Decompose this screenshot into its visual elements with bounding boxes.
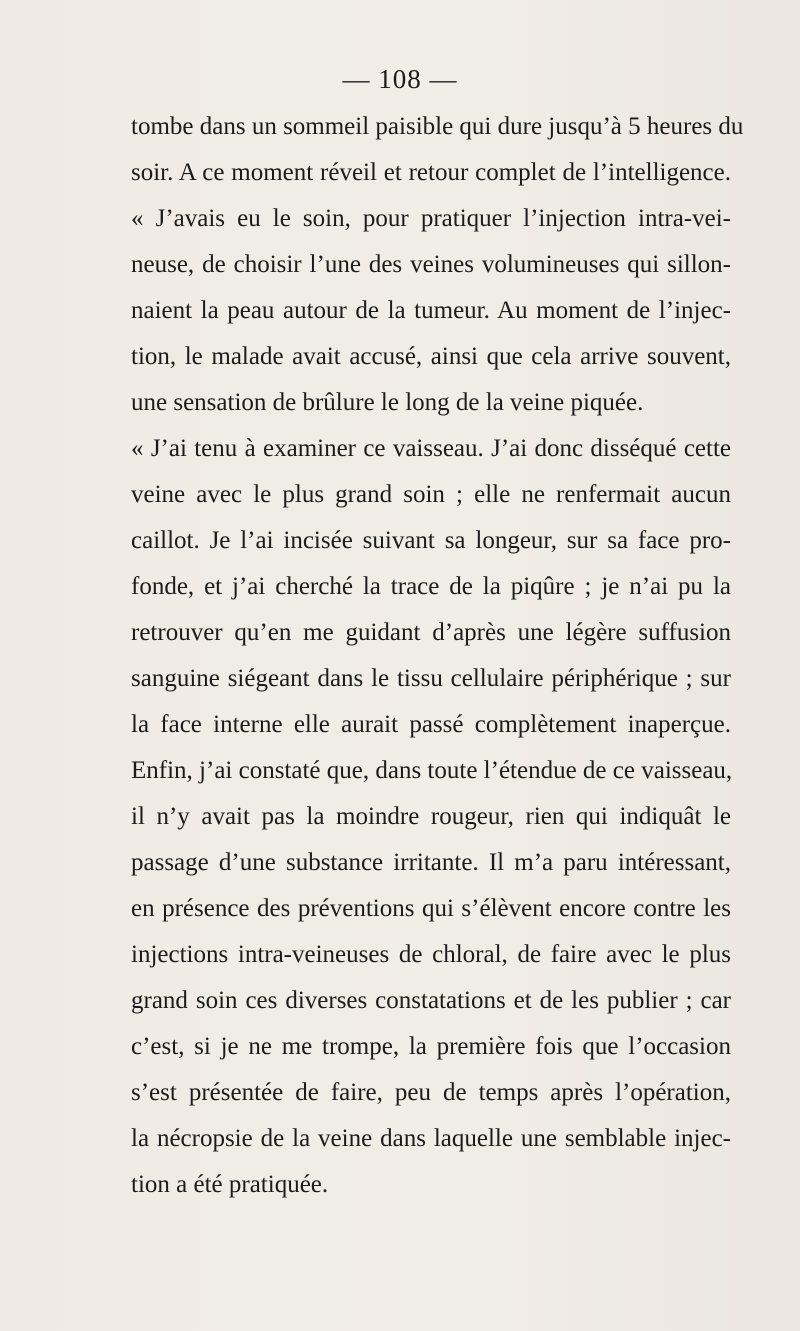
text-line: grand soin ces diverses constatations et de les publier ; car (131, 987, 731, 1014)
text-line: tombe dans un sommeil paisible qui dure jusqu’à 5 heures du (131, 113, 744, 140)
text-line: veine avec le plus grand soin ; elle ne renfermait aucun (131, 481, 731, 508)
text-line: « J’avais eu le soin, pour pratiquer l’injection intra-vei- (131, 205, 731, 232)
text-line: caillot. Je l’ai incisée suivant sa longeur, sur sa face pro- (131, 527, 731, 554)
text-line: tion, le malade avait accusé, ainsi que cela arrive souvent, (131, 343, 731, 370)
text-line: c’est, si je ne me trompe, la première fois que l’occasion (131, 1033, 731, 1060)
text-line: la face interne elle aurait passé complètement inaperçue. (131, 711, 731, 738)
text-line: Enfin, j’ai constaté que, dans toute l’étendue de ce vaisseau, (131, 757, 733, 784)
text-line: « J’ai tenu à examiner ce vaisseau. J’ai donc disséqué cette (131, 435, 731, 462)
text-line: sanguine siégeant dans le tissu cellulaire périphérique ; sur (131, 665, 731, 692)
text-line: soir. A ce moment réveil et retour complet de l’intelligence. (131, 159, 731, 186)
text-line: il n’y avait pas la moindre rougeur, rien qui indiquât le (131, 803, 731, 830)
text-line: une sensation de brûlure le long de la veine piquée. (131, 389, 644, 416)
page-body-text (131, 110, 744, 1214)
text-line: fonde, et j’ai cherché la trace de la piqûre ; je n’ai pu la (131, 573, 731, 600)
text-line: naient la peau autour de la tumeur. Au moment de l’injec- (131, 297, 731, 324)
text-line: retrouver qu’en me guidant d’après une légère suffusion (131, 619, 731, 646)
text-line: injections intra-veineuses de chloral, de faire avec le plus (131, 941, 731, 968)
text-line: en présence des préventions qui s’élèvent encore contre les (131, 895, 731, 922)
text-line: la nécropsie de la veine dans laquelle une semblable injec- (131, 1125, 731, 1152)
text-line: tion a été pratiquée. (131, 1171, 329, 1198)
page-number-header: — 108 — (342, 64, 458, 94)
text-line: passage d’une substance irritante. Il m’a paru intéressant, (131, 849, 731, 876)
text-line: neuse, de choisir l’une des veines volumineuses qui sillon- (131, 251, 731, 278)
text-line: s’est présentée de faire, peu de temps après l’opération, (131, 1079, 731, 1106)
